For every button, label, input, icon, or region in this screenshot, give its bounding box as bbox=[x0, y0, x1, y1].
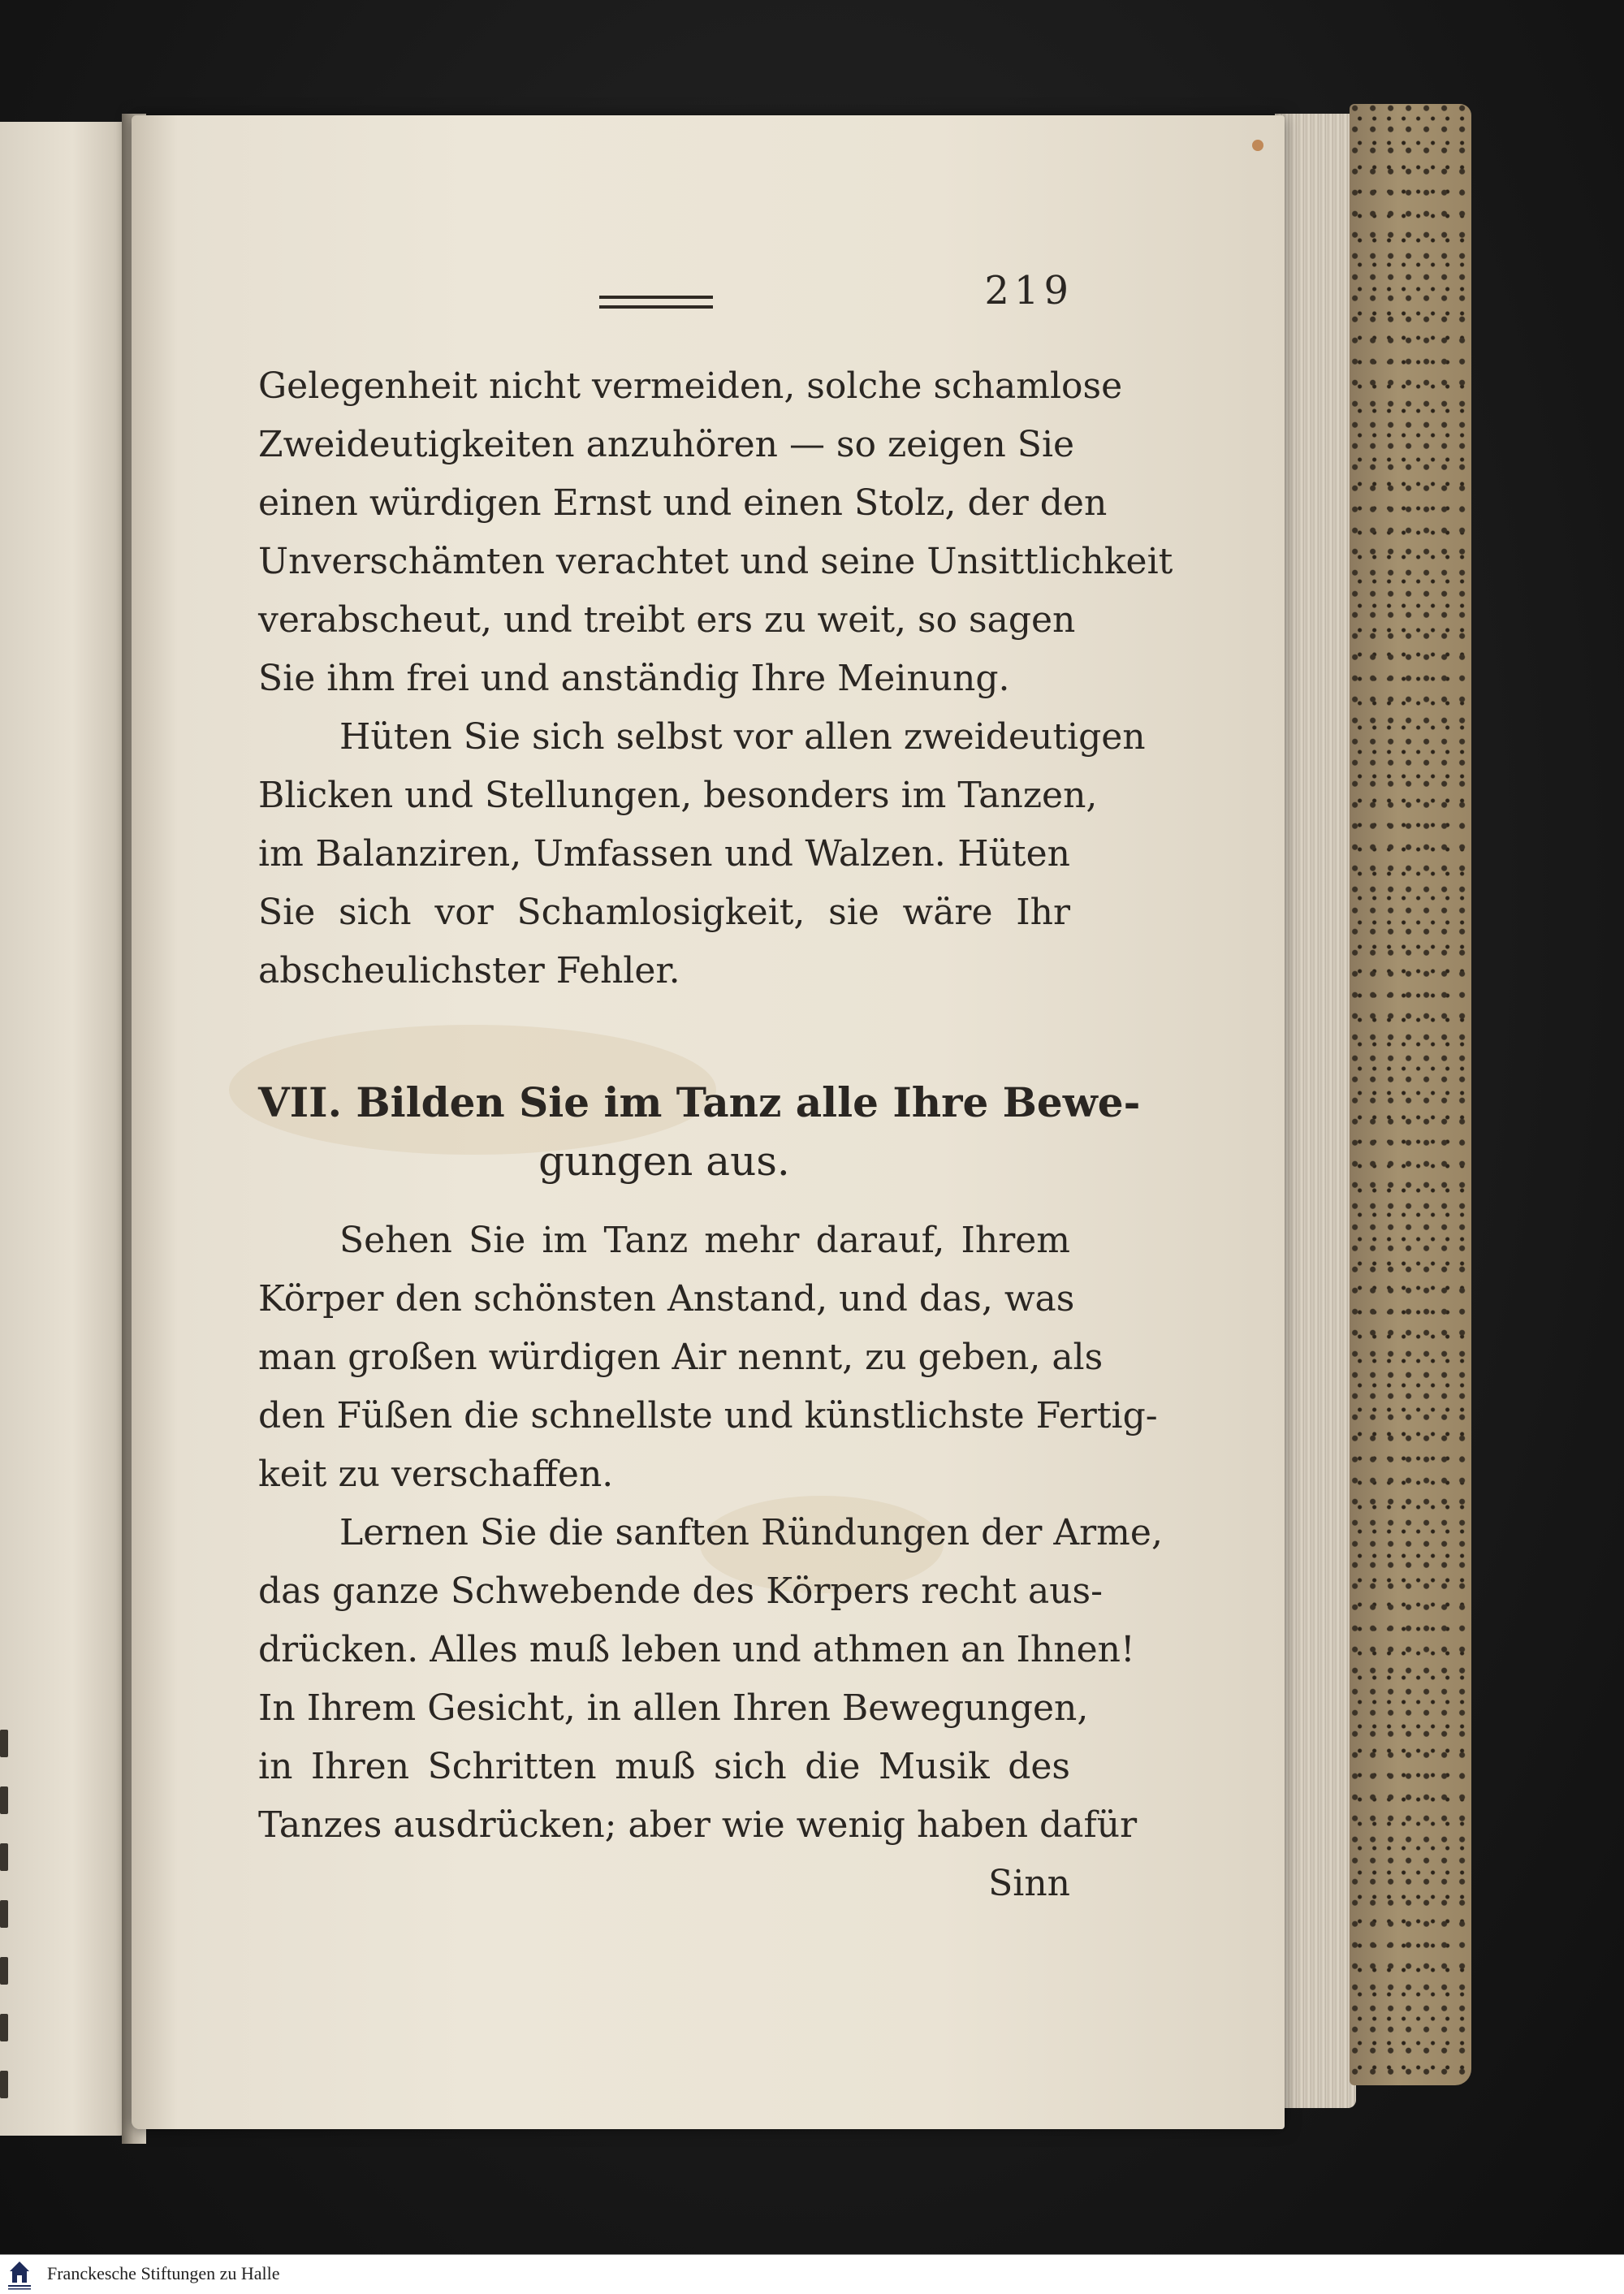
text-line: Blicken und Stellungen, besonders im Tanzen, bbox=[258, 775, 1098, 816]
page-edges bbox=[1275, 114, 1356, 2108]
paragraph-2 bbox=[258, 708, 1146, 1000]
facing-page-text-fragments bbox=[0, 1730, 11, 2128]
page-text bbox=[258, 268, 1173, 1913]
text-line: Unverschämten verachtet und seine Unsittlichkeit bbox=[258, 541, 1173, 582]
section-heading bbox=[258, 1074, 1141, 1190]
header-rule bbox=[599, 296, 713, 315]
heading-line: VII. Bilden Sie im Tanz alle Ihre Bewe- bbox=[258, 1078, 1141, 1126]
catchword: Sinn bbox=[988, 1863, 1070, 1904]
text-line: einen würdigen Ernst und einen Stolz, der den bbox=[258, 482, 1108, 524]
heading-line: gungen aus. bbox=[538, 1138, 790, 1185]
book-cover bbox=[1350, 104, 1471, 2085]
text-line: Gelegenheit nicht vermeiden, solche schamlose bbox=[258, 365, 1123, 407]
text-line: Hüten Sie sich selbst vor allen zweideutigen bbox=[339, 716, 1146, 758]
text-line: Körper den schönsten Anstand, und das, was bbox=[258, 1278, 1075, 1320]
text-line: Sie sich vor Schamlosigkeit, sie wäre Ihr bbox=[258, 892, 1070, 933]
text-line: keit zu verschaffen. bbox=[258, 1454, 614, 1495]
text-line: in Ihren Schritten muß sich die Musik des bbox=[258, 1746, 1070, 1787]
text-line: Sie ihm frei und anständig Ihre Meinung. bbox=[258, 658, 1010, 699]
text-line: drücken. Alles muß leben und athmen an Ihnen! bbox=[258, 1629, 1135, 1670]
running-header bbox=[258, 268, 1073, 357]
text-line: In Ihrem Gesicht, in allen Ihren Bewegungen, bbox=[258, 1687, 1089, 1729]
text-line: den Füßen die schnellste und künstlichste Fertig- bbox=[258, 1395, 1158, 1436]
text-line: Zweideutigkeiten anzuhören — so zeigen Sie bbox=[258, 424, 1075, 465]
page-number: 219 bbox=[984, 268, 1073, 313]
text-line: Lernen Sie die sanften Ründungen der Arme, bbox=[339, 1512, 1163, 1553]
text-line: abscheulichster Fehler. bbox=[258, 950, 680, 991]
text-line: man großen würdigen Air nennt, zu geben, als bbox=[258, 1337, 1104, 1378]
paragraph-3 bbox=[258, 1212, 1158, 1504]
text-line: das ganze Schwebende des Körpers recht aus- bbox=[258, 1570, 1103, 1612]
text-line: Sehen Sie im Tanz mehr darauf, Ihrem bbox=[339, 1220, 1070, 1261]
text-line: verabscheut, und treibt ers zu weit, so sagen bbox=[258, 599, 1076, 641]
paragraph-4 bbox=[258, 1504, 1163, 1855]
paragraph-1 bbox=[258, 357, 1173, 708]
facing-page-edge bbox=[0, 122, 132, 2136]
text-line: im Balanziren, Umfassen und Walzen. Hüten bbox=[258, 833, 1070, 875]
footer-bar bbox=[0, 2254, 1624, 2294]
footer-credit: Franckesche Stiftungen zu Halle bbox=[47, 2263, 280, 2283]
foundation-logo-icon bbox=[5, 2258, 34, 2291]
text-line: Tanzes ausdrücken; aber wie wenig haben dafür bbox=[258, 1804, 1138, 1846]
